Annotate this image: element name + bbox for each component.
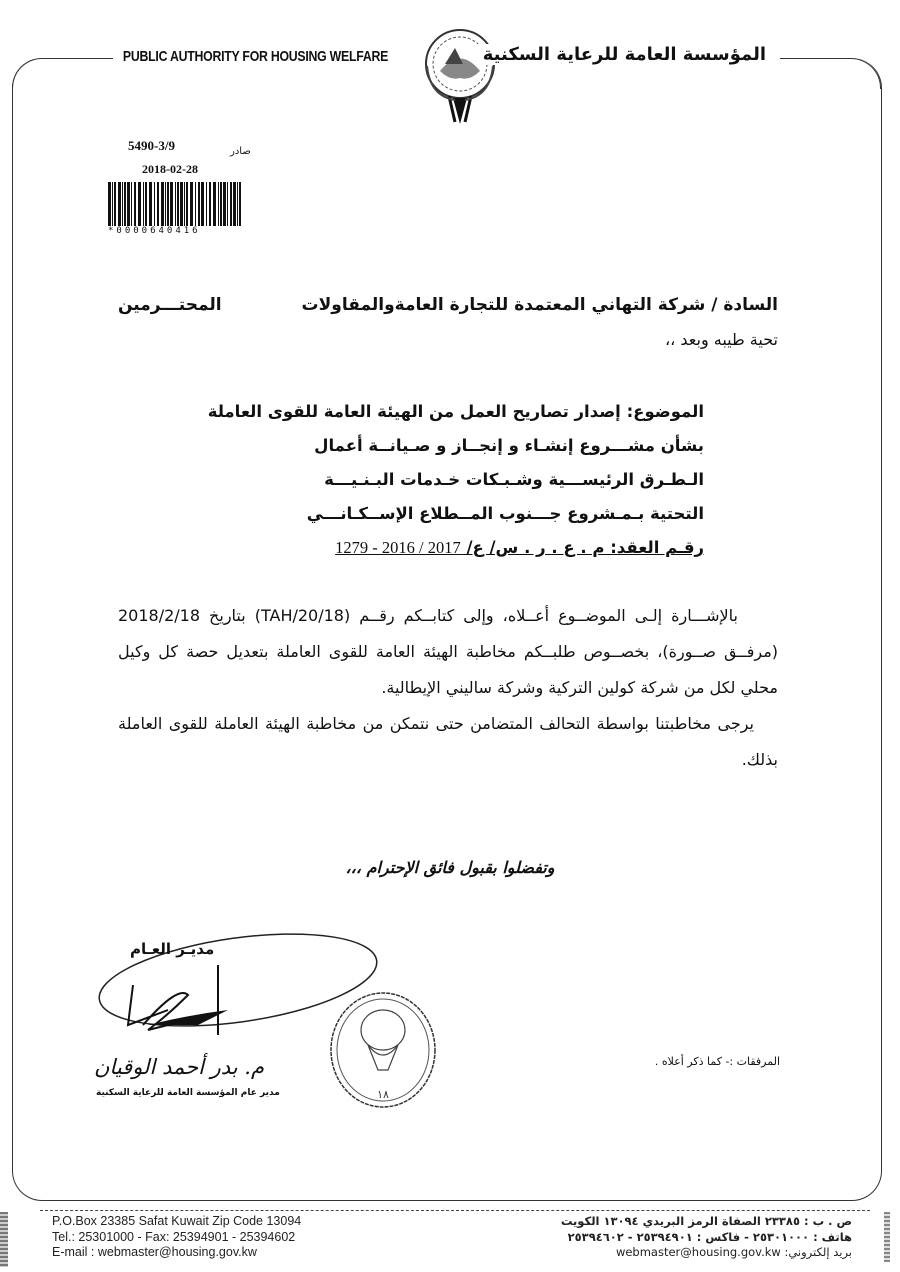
barcode-bar <box>218 182 219 226</box>
barcode-bar <box>227 182 228 226</box>
barcode-bar <box>177 182 179 226</box>
org-name-ar: المؤسسة العامة للرعاية السكنية <box>477 44 772 65</box>
subject-line: الموضوع: إصدار تصاريح العمل من الهيئة العامة للقوى العاملة <box>207 402 704 421</box>
barcode-bar <box>143 182 144 226</box>
footer-email-en[interactable]: E-mail : webmaster@housing.gov.kw <box>52 1245 257 1259</box>
subject-line: بشأن مشـــروع إنشـاء و إنجــاز و صـيانــة أعمال <box>314 436 704 455</box>
stamp-number: ١٨ <box>377 1088 389 1101</box>
barcode-bar <box>190 182 193 226</box>
scan-edge-left <box>0 1212 8 1267</box>
body-paragraph: بالإشـــارة إلـى الموضــوع أعــلاه، وإلى كتابــكم رقــم (TAH/20/18) بتاريخ 2018/2/18 (مرفــق صــورة)، بخصــوص طلبــكم مخاطبة الهيئة العامة للقوى العاملة بتعديل حصة كل وكيل محلي لكل من شركة كولين التركية وشركة ساليني الإيطالية. <box>118 606 778 697</box>
barcode-bar <box>220 182 222 226</box>
letter-body <box>118 598 778 778</box>
contract-number: 1279 - 2016 / 2017 <box>335 538 461 557</box>
page-border-top-left <box>12 58 113 89</box>
attachments-note: المرفقات :- كما ذكر أعلاه . <box>654 1055 780 1068</box>
barcode-bar <box>198 182 200 226</box>
org-name-en: PUBLIC AUTHORITY FOR HOUSING WELFARE <box>118 48 393 65</box>
footer-email-ar[interactable]: بريد إلكتروني: webmaster@housing.gov.kw <box>615 1245 852 1259</box>
barcode-bar <box>138 182 141 226</box>
signatory-name: م. بدر أحمد الوقيان <box>94 1055 264 1079</box>
subject-line: التحتية بـمـشروع جـــنوب المــطلاع الإســكـانـــي <box>306 504 704 523</box>
signatory-title: مديـر العـام <box>130 940 215 958</box>
barcode-bar <box>122 182 123 226</box>
barcode-bar <box>134 182 136 226</box>
barcode-bar <box>184 182 185 226</box>
footer-address-en: P.O.Box 23385 Safat Kuwait Zip Code 13094 <box>52 1214 302 1228</box>
barcode-bar <box>230 182 232 226</box>
barcode-bar <box>165 182 166 226</box>
barcode-bar <box>180 182 183 226</box>
barcode-bar <box>237 182 238 226</box>
barcode-bar <box>223 182 226 226</box>
addressee-to: السادة / شركة التهاني المعتمدة للتجارة العامةوالمقاولات <box>301 295 778 315</box>
kuwait-emblem-icon <box>415 26 505 126</box>
subject <box>184 395 704 565</box>
barcode <box>108 182 242 226</box>
addressee-honorific: المحتـــرمين <box>118 295 222 315</box>
closing: وتفضلوا بقبول فائق الإحترام ،،، <box>345 858 555 877</box>
barcode-bar <box>175 182 176 226</box>
barcode-bar <box>114 182 116 226</box>
barcode-bar <box>118 182 121 226</box>
reference-date: 2018-02-28 <box>142 162 198 176</box>
barcode-bar <box>127 182 130 226</box>
footer-contact-en <box>52 1214 301 1261</box>
barcode-bar <box>170 182 173 226</box>
barcode-bar <box>206 182 207 226</box>
barcode-bar <box>161 182 164 226</box>
barcode-bar <box>149 182 152 226</box>
body-paragraph: يرجى مخاطبتنا بواسطة التحالف المتضامن حتى نتمكن من مخاطبة الهيئة العاملة للقوى العاملة بذلك. <box>118 714 778 769</box>
barcode-number: *0000640416 <box>108 226 201 236</box>
barcode-bar <box>233 182 236 226</box>
footer-contact-ar <box>561 1214 852 1261</box>
footer-address-ar: ص . ب : ٢٣٣٨٥ الصفاة الرمز البريدي ١٣٠٩٤ الكويت <box>560 1214 852 1228</box>
barcode-bar <box>186 182 188 226</box>
barcode-bar <box>157 182 159 226</box>
reference-block <box>104 138 264 238</box>
scan-edge-right <box>884 1212 890 1262</box>
barcode-bar <box>124 182 126 226</box>
signatory-role: مدير عام المؤسسة العامة للرعاية السكنية <box>96 1088 280 1098</box>
barcode-bar <box>195 182 196 226</box>
footer-divider <box>40 1210 870 1211</box>
barcode-bar <box>167 182 169 226</box>
footer-phone-ar: هاتف : ٢٥٣٠١٠٠٠ - فاكس : ٢٥٣٩٤٩٠١ - ٢٥٣٩٤٦٠٢ <box>567 1229 852 1244</box>
barcode-bar <box>209 182 211 226</box>
page-border-top-right <box>780 58 881 89</box>
footer-phone-en: Tel.: 25301000 - Fax: 25394901 - 25394602 <box>52 1229 296 1244</box>
outgoing-label: صادر <box>230 146 251 157</box>
barcode-bar <box>213 182 216 226</box>
subject-line: الـطـرق الرئيســـية وشـبـكات خـدمات البـنـيـــة <box>324 470 704 489</box>
contract-label: رقـم العقد: م . ع . ر . س/ ع/ <box>466 538 704 557</box>
contract-reference <box>184 531 704 565</box>
barcode-bar <box>108 182 111 226</box>
greeting: تحية طيبه وبعد ،، <box>664 330 778 349</box>
barcode-bar <box>154 182 155 226</box>
official-stamp <box>328 990 438 1110</box>
addressee <box>118 295 778 315</box>
barcode-bar <box>239 182 241 226</box>
barcode-bar <box>145 182 147 226</box>
barcode-bar <box>131 182 132 226</box>
barcode-bar <box>112 182 113 226</box>
barcode-bar <box>201 182 204 226</box>
reference-number: 5490-3/9 <box>128 138 175 153</box>
